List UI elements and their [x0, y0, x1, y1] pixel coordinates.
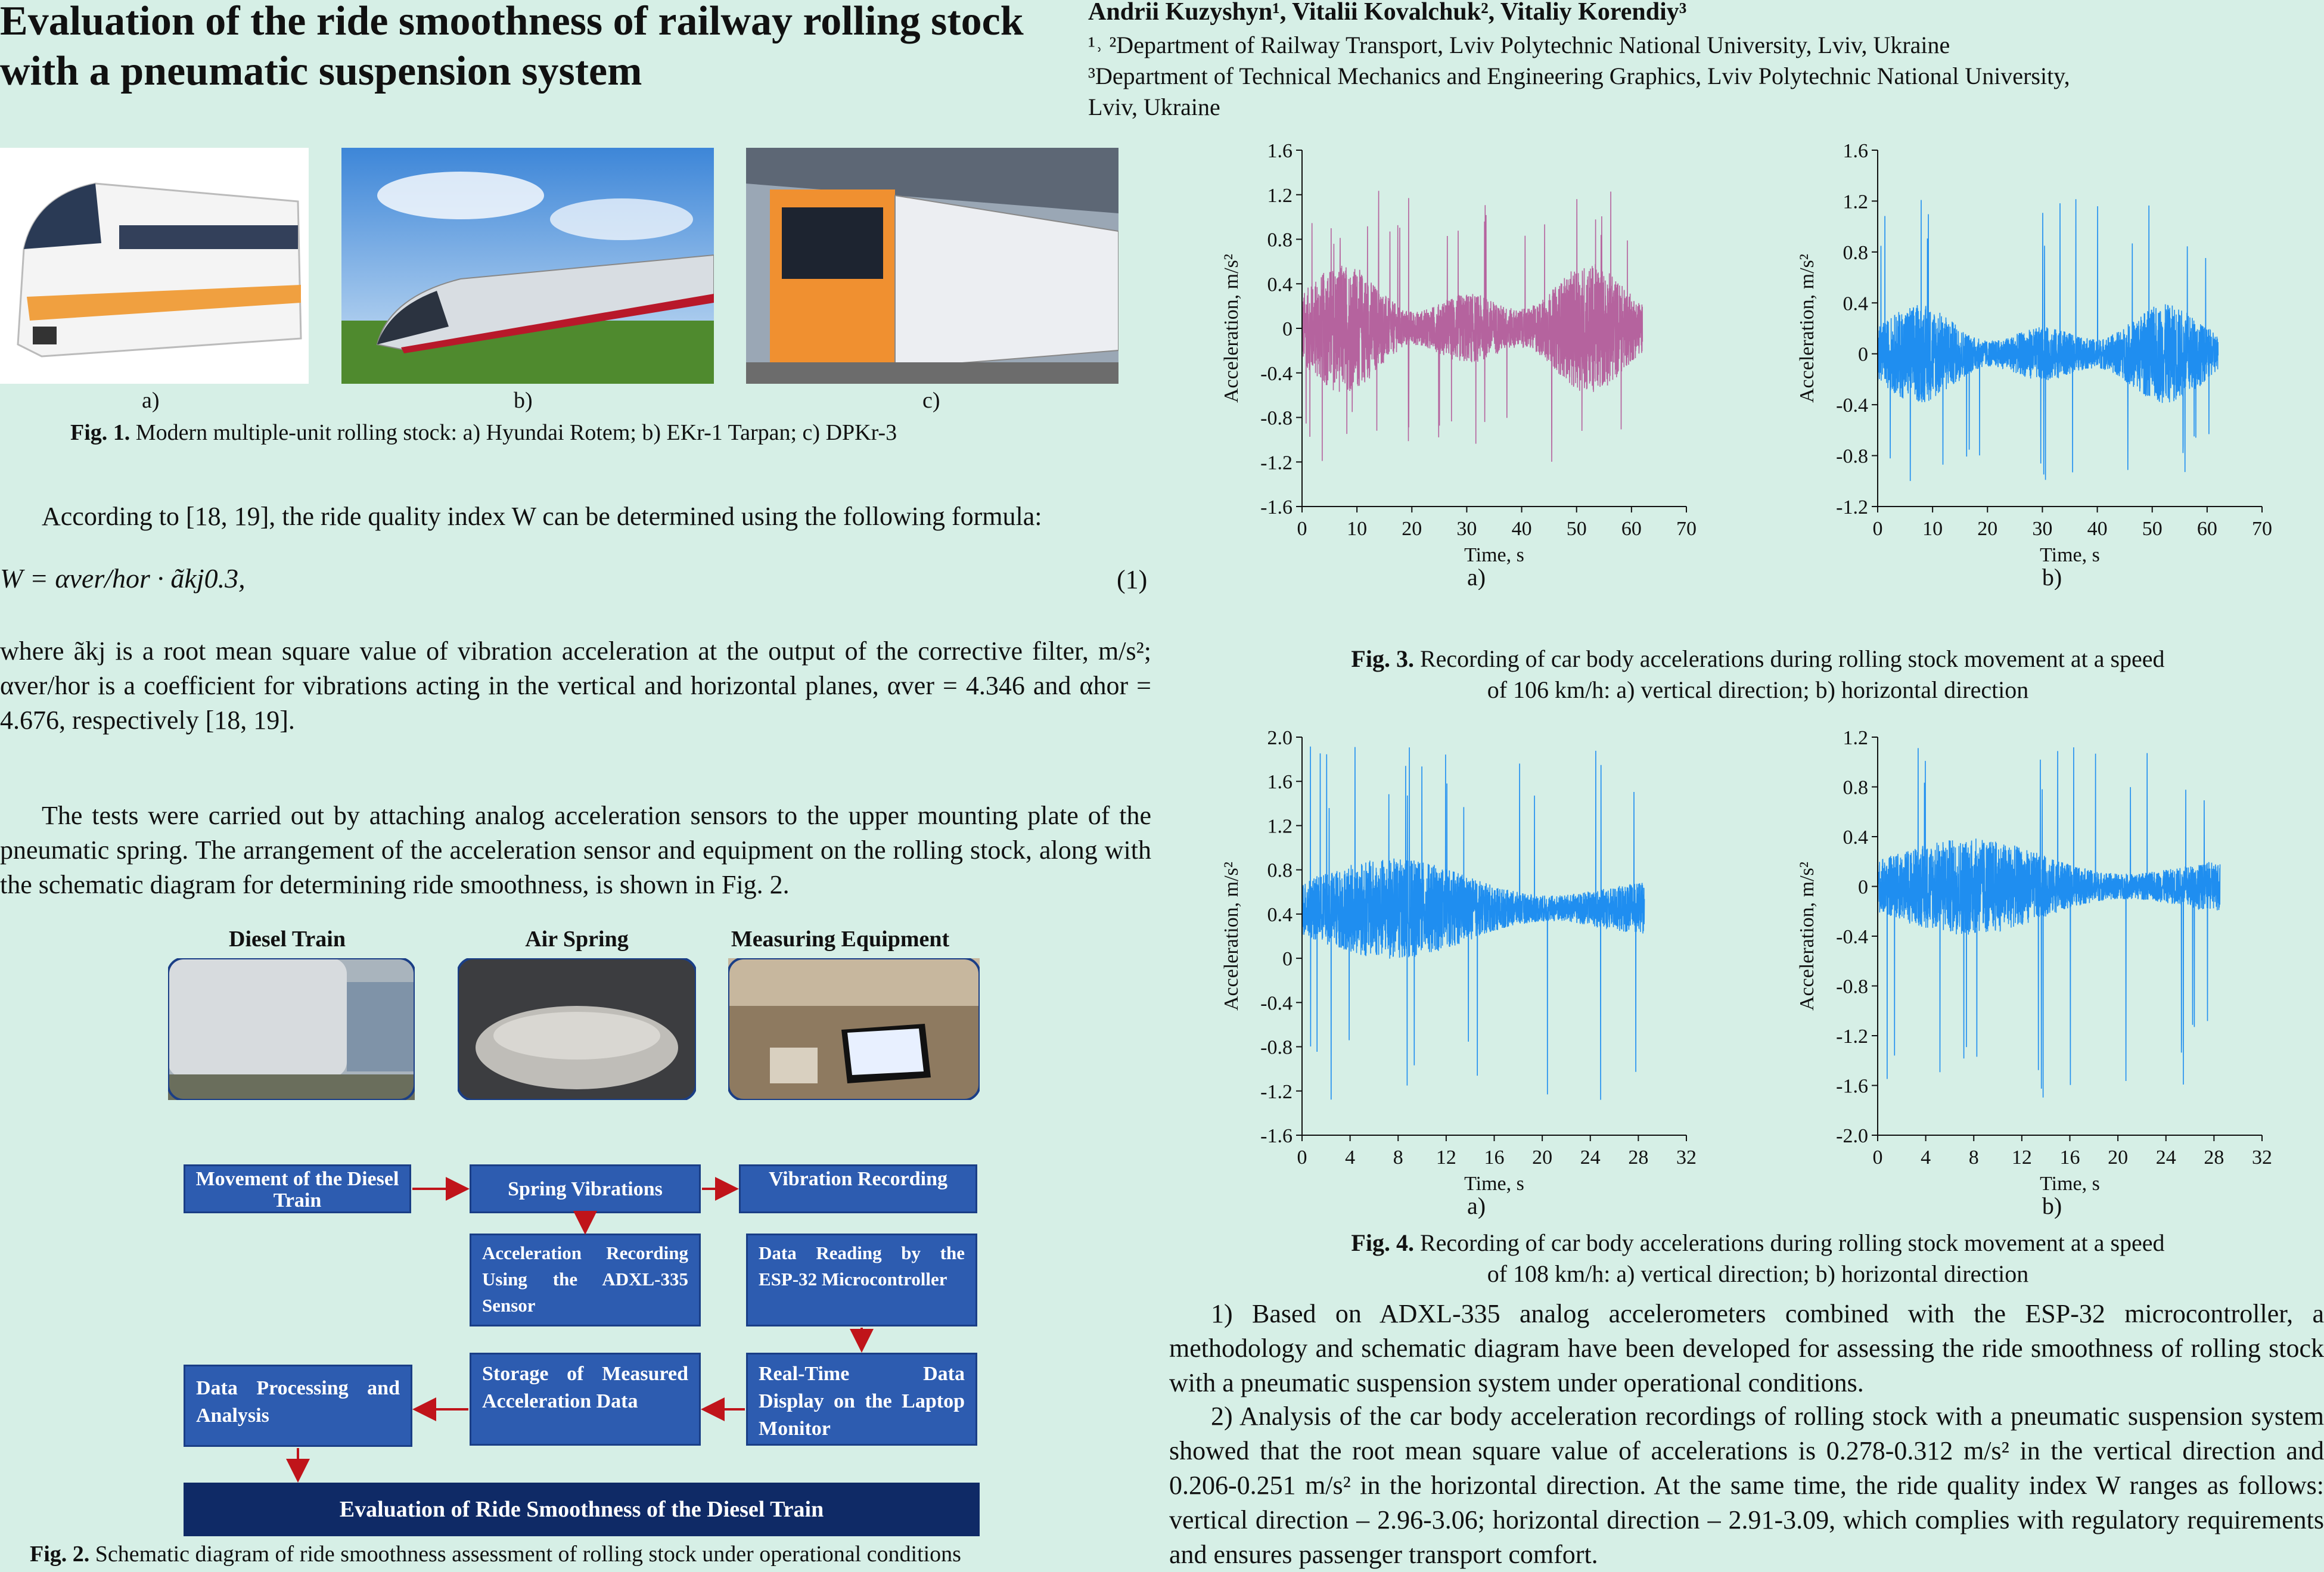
y-tick-label: -0.4 [1836, 394, 1868, 417]
x-axis-label: Time, s [1464, 1173, 1524, 1195]
panel-label: b) [2042, 564, 2062, 590]
x-tick-label: 24 [2155, 1147, 2176, 1169]
x-tick-label: 30 [2032, 518, 2053, 540]
y-tick-label: 0.8 [1843, 776, 1868, 799]
y-tick-label: 0 [1282, 318, 1293, 340]
x-tick-label: 10 [1347, 518, 1368, 540]
panel-label: a) [1467, 564, 1486, 590]
y-tick-label: -0.8 [1836, 975, 1868, 998]
x-tick-label: 16 [2059, 1147, 2080, 1169]
y-tick-label: 0.4 [1843, 827, 1868, 849]
x-tick-label: 4 [1345, 1147, 1356, 1169]
x-tick-label: 60 [2196, 518, 2217, 540]
y-tick-label: 0.4 [1267, 274, 1293, 296]
x-tick-label: 0 [1872, 1147, 1883, 1169]
y-tick-label: -0.8 [1260, 407, 1293, 430]
fig1-label-b: b) [514, 388, 533, 413]
box-data-processing: Data Processing and Analysis [184, 1365, 412, 1447]
x-tick-label: 20 [1532, 1147, 1553, 1169]
x-tick-label: 0 [1297, 518, 1307, 540]
y-tick-label: -0.4 [1260, 992, 1293, 1015]
y-tick-label: 1.6 [1843, 140, 1868, 162]
fig4-caption-line1 [1192, 1228, 2324, 1259]
tests-paragraph: The tests were carried out by attaching analog acceleration sensors to the upper mounting plate of the pneumatic spring. The arrangement of the acceleration sensor and equipment on the rolling stock, along with the schematic diagram for determining ride smoothness, is shown in Fig. 2. [0, 801, 1151, 899]
chart-fig4b [1785, 724, 2286, 1219]
y-tick-label: 0 [1858, 343, 1868, 366]
x-tick-label: 28 [1628, 1147, 1649, 1169]
header-measuring-equipment: Measuring Equipment [731, 927, 950, 952]
affiliations [1088, 30, 2232, 123]
y-axis-label: Acceleration, m/s² [1220, 862, 1242, 1011]
x-tick-label: 50 [1566, 518, 1587, 540]
chart-fig3b [1785, 137, 2286, 590]
x-tick-label: 40 [2087, 518, 2108, 540]
chart-fig3a [1210, 137, 1710, 590]
photo-ekr1-tarpan [341, 148, 714, 384]
x-tick-label: 70 [1676, 518, 1697, 540]
photo-air-spring [458, 958, 696, 1100]
x-tick-label: 50 [2142, 518, 2163, 540]
y-tick-label: -0.8 [1260, 1036, 1293, 1059]
y-tick-label: 0 [1858, 876, 1868, 899]
fig3-caption-line2: of 106 km/h: a) vertical direction; b) horizontal direction [1487, 676, 2029, 703]
formula-intro: According to [18, 19], the ride quality index W can be determined using the following formula: [42, 502, 1042, 531]
y-tick-label: 1.2 [1843, 191, 1868, 213]
x-tick-label: 10 [1922, 518, 1943, 540]
x-tick-label: 8 [1968, 1147, 1979, 1169]
fig4-caption-label: Fig. 4. [1351, 1229, 1414, 1256]
conclusion-2: 2) Analysis of the car body acceleration recordings of rolling stock with a pneumatic suspension system showed that the root mean square value of accelerations is 0.278-0.312 m/s² in the vertical direction and 0.206-0.251 m/s² in the horizontal direction. At the same time, the ride quality index W ranges as follows: vertical direction – 2.96-3.06; horizontal direction – 2.91-3.09, which complies with regulatory requirements and ensures passenger transport comfort. [1169, 1402, 2324, 1569]
x-tick-label: 32 [2252, 1147, 2272, 1169]
acceleration-signal-line [1302, 191, 1642, 462]
y-tick-label: 0.4 [1843, 293, 1868, 315]
box-data-reading: Data Reading by the ESP-32 Microcontroller [746, 1234, 977, 1326]
y-tick-label: -1.2 [1836, 496, 1868, 518]
affiliation-line: ³Department of Technical Mechanics and Engineering Graphics, Lviv Polytechnic National University, [1088, 63, 2070, 89]
x-tick-label: 12 [1436, 1147, 1456, 1169]
x-tick-label: 40 [1511, 518, 1532, 540]
y-tick-label: 2.0 [1267, 727, 1293, 749]
box-acceleration-recording: Acceleration Recording Using the ADXL-335 Sensor [470, 1234, 701, 1326]
panel-label: b) [2042, 1192, 2062, 1219]
fig2-caption-text: Schematic diagram of ride smoothness assessment of rolling stock under operational conditions [89, 1542, 961, 1567]
chart-fig4a [1210, 724, 1710, 1219]
fig4-caption-text: Recording of car body accelerations during rolling stock movement at a speed [1413, 1229, 2165, 1256]
y-tick-label: 1.2 [1267, 184, 1293, 207]
x-tick-label: 20 [1402, 518, 1422, 540]
x-tick-label: 32 [1676, 1147, 1697, 1169]
y-tick-label: -1.2 [1836, 1026, 1868, 1048]
fig1-caption-text: Modern multiple-unit rolling stock: a) Hyundai Rotem; b) EKr-1 Tarpan; c) DPKr-3 [130, 420, 897, 445]
y-axis-label: Acceleration, m/s² [1796, 254, 1818, 403]
conclusion-1: 1) Based on ADXL-335 analog accelerometers combined with the ESP-32 microcontroller, a methodology and schematic diagram have been developed for assessing the ride smoothness of rolling stock with a pneumatic suspension system under operational conditions. [1169, 1299, 2324, 1397]
fig1-caption [70, 420, 897, 446]
box-vibration-recording: Vibration Recording [739, 1164, 977, 1213]
fig1-label-c: c) [922, 388, 940, 413]
poster-title: Evaluation of the ride smoothness of railway rolling stock with a pneumatic suspension system [0, 0, 1024, 94]
y-tick-label: 0.4 [1267, 903, 1293, 926]
photo-measuring-equipment [728, 958, 980, 1100]
fig3-caption [1192, 644, 2324, 706]
y-tick-label: -1.6 [1836, 1075, 1868, 1098]
fig3-caption-line1 [1192, 644, 2324, 675]
y-tick-label: -2.0 [1836, 1125, 1868, 1147]
y-axis-label: Acceleration, m/s² [1220, 254, 1242, 403]
x-tick-label: 12 [2011, 1147, 2032, 1169]
y-tick-label: 1.2 [1843, 727, 1868, 749]
y-tick-label: 1.6 [1267, 771, 1293, 794]
x-tick-label: 28 [2204, 1147, 2224, 1169]
y-tick-label: -0.4 [1260, 362, 1293, 385]
photo-hyundai-rotem [0, 148, 309, 384]
y-tick-label: 0 [1282, 948, 1293, 971]
box-spring-vibrations: Spring Vibrations [470, 1164, 701, 1213]
box-evaluation: Evaluation of Ride Smoothness of the Diesel Train [184, 1483, 980, 1536]
y-tick-label: 0.8 [1843, 241, 1868, 264]
authors: Andrii Kuzyshyn¹, Vitalii Kovalchuk², Vitaliy Korendiy³ [1088, 0, 1687, 26]
photo-diesel-train [168, 958, 415, 1100]
x-tick-label: 16 [1484, 1147, 1505, 1169]
x-tick-label: 20 [2108, 1147, 2129, 1169]
fig3-caption-text: Recording of car body accelerations during rolling stock movement at a speed [1413, 645, 2165, 672]
y-tick-label: -1.6 [1260, 1125, 1293, 1147]
acceleration-signal-line [1878, 199, 2218, 481]
y-tick-label: -0.8 [1836, 445, 1868, 468]
affiliation-line: Lviv, Ukraine [1088, 94, 1220, 120]
y-tick-label: 0.8 [1267, 859, 1293, 882]
y-tick-label: -1.2 [1260, 1080, 1293, 1103]
fig1-caption-label: Fig. 1. [70, 420, 131, 445]
y-axis-label: Acceleration, m/s² [1796, 862, 1818, 1011]
y-tick-label: -1.6 [1260, 496, 1293, 518]
acceleration-signal-line [1302, 747, 1645, 1100]
fig4-caption-line2: of 108 km/h: a) vertical direction; b) horizontal direction [1487, 1260, 2029, 1287]
x-axis-label: Time, s [2040, 544, 2100, 566]
affiliation-line: ¹˒ ²Department of Railway Transport, Lviv Polytechnic National University, Lviv, Ukraine [1088, 32, 1950, 58]
fig3-caption-label: Fig. 3. [1351, 645, 1414, 672]
x-tick-label: 8 [1393, 1147, 1403, 1169]
x-tick-label: 0 [1297, 1147, 1307, 1169]
y-tick-label: -0.4 [1836, 926, 1868, 948]
x-tick-label: 4 [1921, 1147, 1931, 1169]
x-axis-label: Time, s [1464, 544, 1524, 566]
fig2-caption [30, 1541, 961, 1567]
panel-label: a) [1467, 1192, 1486, 1219]
formula: W = αver/hor · ãkj0.3, [0, 563, 246, 594]
box-storage: Storage of Measured Acceleration Data [470, 1353, 701, 1446]
y-tick-label: -1.2 [1260, 452, 1293, 474]
formula-where: where ãkj is a root mean square value of vibration acceleration at the output of the corrective filter, m/s²; αver/hor is a coefficient for vibrations acting in the vertical and horizontal planes, αver = 4.346 and αhor = 4.676, respectively [18, 19]. [0, 636, 1151, 735]
header-air-spring: Air Spring [525, 927, 629, 952]
fig4-caption [1192, 1228, 2324, 1290]
header-diesel-train: Diesel Train [229, 927, 346, 952]
y-tick-label: 0.8 [1267, 229, 1293, 251]
x-tick-label: 20 [1977, 518, 1998, 540]
x-tick-label: 70 [2252, 518, 2272, 540]
box-realtime-display: Real-Time Data Display on the Laptop Monitor [746, 1353, 977, 1446]
y-tick-label: 1.2 [1267, 815, 1293, 838]
box-movement: Movement of the Diesel Train [184, 1164, 411, 1213]
x-tick-label: 60 [1621, 518, 1642, 540]
x-tick-label: 0 [1872, 518, 1883, 540]
formula-number: (1) [1117, 565, 1148, 594]
y-tick-label: 1.6 [1267, 140, 1293, 162]
photo-dpkr3 [746, 148, 1118, 384]
acceleration-signal-line [1878, 747, 2220, 1098]
x-tick-label: 30 [1456, 518, 1477, 540]
fig1-label-a: a) [142, 388, 160, 413]
x-tick-label: 24 [1580, 1147, 1601, 1169]
fig2-caption-label: Fig. 2. [30, 1542, 90, 1567]
x-axis-label: Time, s [2040, 1173, 2100, 1195]
